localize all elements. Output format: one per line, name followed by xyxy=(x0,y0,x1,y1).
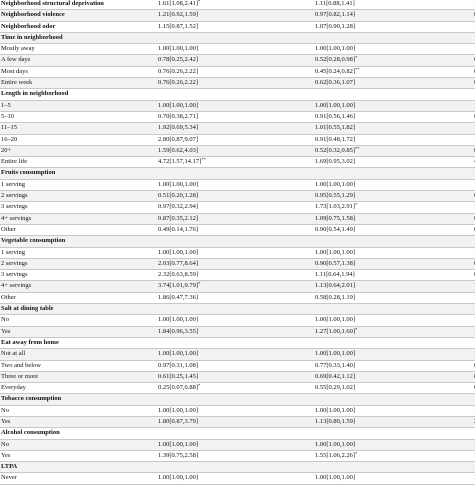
odds-ratio-value: 1.09[0.75,1.58] xyxy=(315,214,356,222)
table-row xyxy=(0,213,475,224)
row-label: 20+ xyxy=(1,146,12,154)
row-label: 4+ servings xyxy=(1,282,32,290)
row-label: Entire week xyxy=(1,79,33,87)
odds-ratio-cell-model-1 xyxy=(158,111,315,122)
odds-ratio-cell-model-1 xyxy=(158,473,315,484)
significance-marker: ** xyxy=(355,66,360,72)
odds-ratio-value: 0.97[0.82,1.14] xyxy=(315,11,356,19)
odds-ratio-value: 1.13[0.64,2.01] xyxy=(315,282,356,290)
row-label: No xyxy=(1,316,9,324)
odds-ratio-cell-model-1 xyxy=(158,394,315,405)
table-row xyxy=(0,78,475,89)
row-label: Three or more xyxy=(1,372,39,380)
odds-ratio-value: 0.95[0.55,1.29] xyxy=(315,192,356,200)
row-label: Yes xyxy=(1,327,11,335)
odds-ratio-cell-model-1 xyxy=(158,236,315,247)
odds-ratio-cell-model-2 xyxy=(315,55,474,66)
odds-ratio-cell-model-2 xyxy=(315,111,474,122)
odds-ratio-cell-model-2 xyxy=(315,157,474,168)
row-label: No xyxy=(1,406,9,414)
odds-ratio-cell-model-2 xyxy=(315,462,474,473)
odds-ratio-cell-model-2 xyxy=(315,270,474,281)
odds-ratio-value: 0.51[0.20,1.28] xyxy=(158,192,199,200)
row-label: Other xyxy=(1,225,16,233)
odds-ratio-cell-model-1 xyxy=(158,0,315,10)
table-row xyxy=(0,326,475,337)
table-row xyxy=(0,450,475,461)
odds-ratio-value: 1.00[1.00,1.00] xyxy=(315,248,356,256)
odds-ratio-cell-model-1 xyxy=(158,281,315,292)
odds-ratio-cell-model-1 xyxy=(158,304,315,315)
odds-ratio-cell-model-2 xyxy=(315,360,474,371)
odds-ratio-value: 2.80[0.87,9.07] xyxy=(158,135,199,143)
odds-ratio-value: 1.00[1.00,1.00] xyxy=(315,440,356,448)
table-row xyxy=(0,44,475,55)
significance-marker: * xyxy=(198,383,201,389)
row-label: 16–20 xyxy=(1,135,18,143)
section-header-row xyxy=(0,10,475,21)
odds-ratio-value: 1.11[0.88,1.41] xyxy=(315,0,355,7)
odds-ratio-cell-model-1 xyxy=(158,247,315,258)
odds-ratio-cell-model-2 xyxy=(315,281,474,292)
odds-ratio-cell-model-1 xyxy=(158,383,315,394)
odds-ratio-value: 0.70[0.38,2.71] xyxy=(158,112,199,120)
significance-marker: * xyxy=(355,55,358,61)
section-header-row xyxy=(0,394,475,405)
odds-ratio-value: 1.73[1.03,2.91] xyxy=(315,203,356,211)
odds-ratio-cell-model-2 xyxy=(315,21,474,32)
odds-ratio-cell-model-2 xyxy=(315,416,474,427)
odds-ratio-cell-model-2 xyxy=(315,236,474,247)
odds-ratio-cell-model-1 xyxy=(158,416,315,427)
table-row xyxy=(0,202,475,213)
row-label: Mostly away xyxy=(1,45,35,53)
odds-ratio-value: 1.86[0.47,7.36] xyxy=(158,293,199,301)
row-label: Entire life xyxy=(1,158,28,166)
row-label: Not at all xyxy=(1,350,26,358)
odds-ratio-value: 1.39[0.75,2.58] xyxy=(158,451,199,459)
odds-ratio-value: 4.72[1.57,14.17] xyxy=(158,158,202,166)
odds-ratio-value: 1.00[1.00,1.00] xyxy=(315,350,356,358)
section-label: LTPA xyxy=(1,463,18,471)
odds-ratio-value: 1.55[1.06,2.26] xyxy=(315,451,356,459)
section-header-row xyxy=(0,89,475,100)
significance-marker: * xyxy=(355,450,358,456)
table-row xyxy=(0,224,475,235)
odds-ratio-cell-model-2 xyxy=(315,304,474,315)
odds-ratio-value: 1.07[0.90,1.28] xyxy=(315,22,356,30)
odds-ratio-cell-model-2 xyxy=(315,405,474,416)
odds-ratio-cell-model-2 xyxy=(315,145,474,156)
table-row xyxy=(0,383,475,394)
odds-ratio-value: 0.52[0.32,0.85] xyxy=(315,146,356,154)
odds-ratio-value: 1.00[1.00,1.00] xyxy=(158,248,199,256)
odds-ratio-cell-model-2 xyxy=(315,66,474,77)
table-row xyxy=(0,270,475,281)
odds-ratio-value: 0.77[0.33,1.40] xyxy=(315,361,356,369)
table-row xyxy=(0,281,475,292)
odds-ratio-value: 1.92[0.69,5.34] xyxy=(158,124,199,132)
odds-ratio-cell-model-1 xyxy=(158,21,315,32)
table-row xyxy=(0,258,475,269)
odds-ratio-cell-model-1 xyxy=(158,450,315,461)
row-label: 2 servings xyxy=(1,192,28,200)
odds-ratio-cell-model-2 xyxy=(315,32,474,43)
table-row xyxy=(0,360,475,371)
row-label: 4+ servings xyxy=(1,214,32,222)
section-label: Vegetable consumption xyxy=(1,237,66,245)
odds-ratio-value: 1.69[0.95,3.02] xyxy=(315,158,356,166)
odds-ratio-cell-model-1 xyxy=(158,405,315,416)
odds-ratio-cell-model-2 xyxy=(315,247,474,258)
row-label: Never xyxy=(1,474,17,482)
table-row xyxy=(0,191,475,202)
table-row xyxy=(0,145,475,156)
section-label: Salt at dining table xyxy=(1,305,54,313)
odds-ratio-value: 0.61[0.25,1.45] xyxy=(158,372,199,380)
odds-ratio-cell-model-1 xyxy=(158,349,315,360)
table-row xyxy=(0,100,475,111)
row-label: 3 servings xyxy=(1,203,28,211)
odds-ratio-cell-model-1 xyxy=(158,270,315,281)
section-label: Alcohol consumption xyxy=(1,429,60,437)
odds-ratio-value: 0.52[0.28,0.98] xyxy=(315,56,356,64)
section-label: Neighborhood violence xyxy=(1,11,65,19)
odds-ratio-cell-model-1 xyxy=(158,145,315,156)
odds-ratio-value: 1.00[1.00,1.00] xyxy=(158,316,199,324)
table-row xyxy=(0,179,475,190)
odds-ratio-cell-model-2 xyxy=(315,326,474,337)
odds-ratio-value: 1.00[1.00,1.00] xyxy=(315,474,356,482)
section-header-row xyxy=(0,168,475,179)
odds-ratio-cell-model-1 xyxy=(158,89,315,100)
row-label: 2 servings xyxy=(1,259,28,267)
odds-ratio-value: 0.91[0.48,1.72] xyxy=(315,135,356,143)
odds-ratio-value: 1.00[1.00,1.00] xyxy=(315,101,356,109)
table-row xyxy=(0,371,475,382)
odds-ratio-cell-model-2 xyxy=(315,89,474,100)
odds-ratio-value: 0.55[0.29,1.02] xyxy=(315,384,356,392)
row-label: Two and below xyxy=(1,361,41,369)
odds-ratio-cell-model-1 xyxy=(158,100,315,111)
odds-ratio-cell-model-2 xyxy=(315,473,474,484)
odds-ratio-cell-model-2 xyxy=(315,337,474,348)
odds-ratio-cell-model-2 xyxy=(315,371,474,382)
significance-marker: ** xyxy=(355,145,360,151)
odds-ratio-value: 1.11[0.64,1.94] xyxy=(315,271,355,279)
odds-ratio-cell-model-2 xyxy=(315,394,474,405)
odds-ratio-value: 1.00[1.00,1.00] xyxy=(315,406,356,414)
odds-ratio-cell-model-1 xyxy=(158,123,315,134)
odds-ratio-cell-model-1 xyxy=(158,157,315,168)
odds-ratio-value: 0.78[0.25,2.42] xyxy=(158,56,199,64)
odds-ratio-value: 1.00[1.00,1.00] xyxy=(158,45,199,53)
odds-ratio-value: 0.69[0.42,1.12] xyxy=(315,372,356,380)
odds-ratio-cell-model-2 xyxy=(315,191,474,202)
odds-ratio-cell-model-2 xyxy=(315,44,474,55)
odds-ratio-value: 1.01[0.55,1.82] xyxy=(315,124,356,132)
odds-ratio-cell-model-2 xyxy=(315,292,474,303)
section-label: Length in neighborhood xyxy=(1,90,69,98)
odds-ratio-value: 0.45[0.24,0.82] xyxy=(315,67,356,75)
row-label: 1–5 xyxy=(1,101,11,109)
odds-ratio-value: 1.15[0.87,1.52] xyxy=(158,22,199,30)
odds-ratio-cell-model-2 xyxy=(315,134,474,145)
section-header-row xyxy=(0,337,475,348)
odds-ratio-cell-model-1 xyxy=(158,224,315,235)
section-label: Time in neighborhood xyxy=(1,33,63,41)
odds-ratio-cell-model-2 xyxy=(315,0,474,10)
odds-ratio-value: 0.97[0.31,1.08] xyxy=(158,361,199,369)
row-label: Everyday xyxy=(1,384,26,392)
odds-ratio-cell-model-1 xyxy=(158,32,315,43)
row-label: 11–15 xyxy=(1,124,18,132)
odds-ratio-value: 1.00[1.00,1.00] xyxy=(158,474,199,482)
odds-ratio-cell-model-1 xyxy=(158,292,315,303)
odds-ratio-cell-model-2 xyxy=(315,213,474,224)
section-label: Neighborhood odor xyxy=(1,22,56,30)
odds-ratio-value: 0.90[0.57,1.38] xyxy=(315,259,356,267)
odds-ratio-value: 1.00[1.00,1.00] xyxy=(158,406,199,414)
table-row xyxy=(0,247,475,258)
section-label: Fruits consumption xyxy=(1,169,56,177)
odds-ratio-cell-model-1 xyxy=(158,326,315,337)
table-row xyxy=(0,111,475,122)
significance-marker: ** xyxy=(201,157,206,163)
row-label: A few days xyxy=(1,56,31,64)
odds-ratio-value: 1.84[0.96,3.55] xyxy=(158,327,199,335)
row-label: Yes xyxy=(1,417,11,425)
odds-ratio-cell-model-1 xyxy=(158,360,315,371)
odds-ratio-cell-model-1 xyxy=(158,191,315,202)
odds-ratio-cell-model-2 xyxy=(315,383,474,394)
odds-ratio-cell-model-2 xyxy=(315,224,474,235)
odds-ratio-cell-model-1 xyxy=(158,213,315,224)
odds-ratio-value: 0.76[0.26,2.22] xyxy=(158,67,199,75)
odds-ratio-value: 0.62[0.36,1.07] xyxy=(315,79,356,87)
table-row xyxy=(0,123,475,134)
significance-marker: * xyxy=(198,281,201,287)
odds-ratio-cell-model-2 xyxy=(315,349,474,360)
table-row xyxy=(0,157,475,168)
section-label: Neighborhood structural deprivation xyxy=(1,0,104,7)
odds-ratio-value: 0.97[0.32,2.94] xyxy=(158,203,199,211)
odds-ratio-value: 1.80[0.87,3.79] xyxy=(158,417,199,425)
odds-ratio-value: 1.00[1.00,1.00] xyxy=(158,101,199,109)
odds-ratio-cell-model-2 xyxy=(315,258,474,269)
table-row xyxy=(0,405,475,416)
table-row xyxy=(0,55,475,66)
odds-ratio-cell-model-1 xyxy=(158,66,315,77)
row-label: No xyxy=(1,440,9,448)
odds-ratio-value: 1.00[1.00,1.00] xyxy=(315,45,356,53)
odds-ratio-value: 1.59[0.62,4.03] xyxy=(158,146,199,154)
odds-ratio-value: 1.13[0.80,1.59] xyxy=(315,417,356,425)
odds-ratio-cell-model-1 xyxy=(158,428,315,439)
section-header-row xyxy=(0,0,475,10)
section-header-row xyxy=(0,21,475,32)
odds-ratio-value: 1.00[1.00,1.00] xyxy=(315,180,356,188)
odds-ratio-cell-model-1 xyxy=(158,462,315,473)
odds-ratio-value: 0.49[0.14,1.76] xyxy=(158,225,199,233)
table-row xyxy=(0,473,475,484)
odds-ratio-cell-model-2 xyxy=(315,123,474,134)
odds-ratio-cell-model-2 xyxy=(315,168,474,179)
odds-ratio-value: 2.32[0.63,8.59] xyxy=(158,271,199,279)
table-row xyxy=(0,349,475,360)
odds-ratio-cell-model-2 xyxy=(315,315,474,326)
odds-ratio-value: 3.74[1.01,9.79] xyxy=(158,282,199,290)
row-label: Yes xyxy=(1,451,11,459)
odds-ratio-value: 0.76[0.26,2.22] xyxy=(158,79,199,87)
odds-ratio-cell-model-1 xyxy=(158,202,315,213)
odds-ratio-value: 1.61[1.08,2.41] xyxy=(158,0,199,7)
odds-ratio-value: 1.27[1.00,1.60] xyxy=(315,327,356,335)
row-label: Other xyxy=(1,293,16,301)
odds-ratio-value: 1.00[1.00,1.00] xyxy=(158,350,199,358)
section-label: Eat away from home xyxy=(1,338,59,346)
odds-ratio-cell-model-1 xyxy=(158,78,315,89)
odds-ratio-cell-model-1 xyxy=(158,337,315,348)
odds-ratio-value: 2.03[0.77,8.64] xyxy=(158,259,199,267)
significance-marker: * xyxy=(355,202,358,208)
odds-ratio-value: 0.58[0.28,1.19] xyxy=(315,293,356,301)
odds-ratio-cell-model-2 xyxy=(315,78,474,89)
table-row xyxy=(0,134,475,145)
odds-ratio-cell-model-1 xyxy=(158,44,315,55)
odds-ratio-value: 1.21[0.92,1.59] xyxy=(158,11,199,19)
row-label: 1 serving xyxy=(1,180,26,188)
section-label: Tobacco consumption xyxy=(1,395,62,403)
odds-ratio-cell-model-2 xyxy=(315,428,474,439)
table-row xyxy=(0,66,475,77)
odds-ratio-value: 0.91[0.56,1.46] xyxy=(315,112,356,120)
odds-ratio-cell-model-1 xyxy=(158,168,315,179)
odds-ratio-cell-model-1 xyxy=(158,55,315,66)
section-header-row xyxy=(0,236,475,247)
odds-ratio-value: 0.90[0.54,1.49] xyxy=(315,225,356,233)
odds-ratio-cell-model-2 xyxy=(315,10,474,21)
row-label: 1 serving xyxy=(1,248,26,256)
significance-marker: * xyxy=(355,326,358,332)
odds-ratio-cell-model-2 xyxy=(315,450,474,461)
row-label: 5–10 xyxy=(1,112,14,120)
odds-ratio-cell-model-1 xyxy=(158,258,315,269)
section-header-row xyxy=(0,462,475,473)
section-header-row xyxy=(0,428,475,439)
odds-ratio-cell-model-2 xyxy=(315,439,474,450)
odds-ratio-cell-model-2 xyxy=(315,179,474,190)
table-row xyxy=(0,416,475,427)
table-row xyxy=(0,315,475,326)
odds-ratio-value: 1.00[1.00,1.00] xyxy=(158,440,199,448)
row-label: 3 servings xyxy=(1,271,28,279)
odds-ratio-cell-model-1 xyxy=(158,179,315,190)
row-label: Most days xyxy=(1,67,28,75)
odds-ratio-cell-model-1 xyxy=(158,134,315,145)
odds-ratio-cell-model-1 xyxy=(158,439,315,450)
table-row xyxy=(0,292,475,303)
odds-ratio-cell-model-2 xyxy=(315,202,474,213)
odds-ratio-cell-model-1 xyxy=(158,371,315,382)
odds-ratio-cell-model-1 xyxy=(158,10,315,21)
odds-ratio-value: 1.00[1.00,1.00] xyxy=(158,180,199,188)
odds-ratio-cell-model-2 xyxy=(315,100,474,111)
section-header-row xyxy=(0,32,475,43)
table-row xyxy=(0,439,475,450)
significance-marker: * xyxy=(198,0,201,4)
section-header-row xyxy=(0,304,475,315)
odds-ratio-value: 1.00[1.00,1.00] xyxy=(315,316,356,324)
odds-ratio-value: 0.87[0.35,2.12] xyxy=(158,214,199,222)
odds-ratio-cell-model-1 xyxy=(158,315,315,326)
odds-ratio-value: 0.25[0.07,0.88] xyxy=(158,384,199,392)
